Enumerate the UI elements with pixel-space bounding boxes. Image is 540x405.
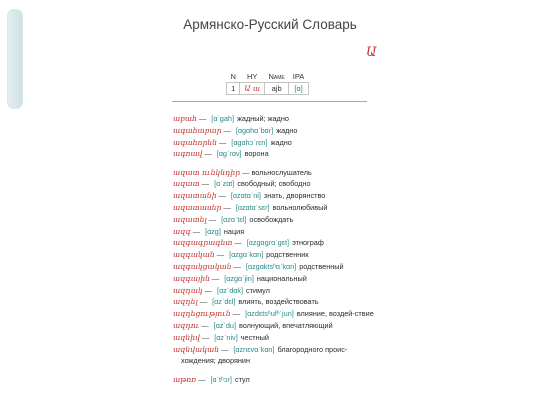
entry-gloss: честный <box>240 332 269 342</box>
list-item <box>173 249 380 261</box>
entry-word[interactable]: ազատել <box>173 214 207 224</box>
header-n: N <box>230 72 236 81</box>
entry-word[interactable]: ազդու <box>173 321 200 331</box>
entry-word[interactable]: ազատանի <box>173 191 217 201</box>
entry-word[interactable]: ազգ <box>173 226 191 236</box>
list-item <box>173 214 380 226</box>
entry-gloss: благородного проис-хождения; дворянин <box>181 344 348 366</box>
entry-word[interactable]: ազդել <box>173 297 198 307</box>
entry-dash: — <box>209 273 222 283</box>
entry-dash: — <box>199 332 212 342</box>
entry-gloss: освобождать <box>249 214 294 224</box>
entry-dash: — <box>231 262 243 272</box>
entry-dash: — <box>219 344 231 354</box>
entry-gloss: этнограф <box>292 238 324 248</box>
section-letter: Ա <box>366 45 377 60</box>
entry-gloss: родственник <box>266 250 309 260</box>
alphabet-table-header <box>227 71 309 83</box>
entry-ipa: [ɑzgɑˈkɑn] <box>229 250 264 260</box>
list-item <box>173 285 380 297</box>
entry-ipa: [ɑzˈniv] <box>214 332 238 342</box>
entry-word[interactable]: ագռավ <box>173 149 203 159</box>
list-item <box>173 226 380 238</box>
list-item <box>173 190 380 202</box>
entry-word[interactable]: ազգակցական <box>173 262 232 272</box>
entry-ipa: [ɑzgɑˈjin] <box>224 273 254 283</box>
entry-dash: — <box>216 137 229 147</box>
entry-ipa: [ɑzg] <box>205 226 221 236</box>
entry-ipa: [ɑznɛvɑˈkɑn] <box>233 344 275 354</box>
entry-gloss: влияние, воздей-ствие <box>296 309 374 319</box>
entry-word[interactable]: ազգական <box>173 250 215 260</box>
alphabet-table <box>226 71 309 95</box>
list-item <box>173 320 380 332</box>
divider <box>172 101 367 102</box>
entry-word[interactable]: ազդակ <box>173 285 203 295</box>
entry-ipa: [ɑgɑhɔˈɾɛn] <box>231 137 268 147</box>
entry-gloss: знать, дворянство <box>263 191 326 201</box>
list-item <box>173 374 380 386</box>
entry-gloss: жадно <box>270 137 292 147</box>
entry-gloss: стул <box>234 374 250 384</box>
entry-word[interactable]: ազնիվ <box>173 332 200 342</box>
entry-gloss: волнующий, впечатляющий <box>238 321 333 331</box>
cell-n: 1 <box>227 83 240 95</box>
entry-ipa: [ɑzdɛtsʰufʰˈjun] <box>245 309 294 319</box>
entry-ipa: [ɑˈzɑt] <box>214 179 235 189</box>
entry-word[interactable]: ազգային <box>173 273 210 283</box>
list-item <box>173 237 380 249</box>
entry-word[interactable]: ազատ <box>173 179 200 189</box>
list-item <box>173 344 380 368</box>
entry-gloss: стимул <box>246 285 270 295</box>
entry-gloss: вольнолюбивый <box>272 203 328 213</box>
alphabet-table-row <box>227 83 309 95</box>
entry-gloss: вольнослушатель <box>251 167 312 177</box>
page-title: Армянско-Русский Словарь <box>183 17 357 32</box>
entry-dash: — <box>202 149 214 159</box>
entry-ipa: [ɑzˈdɑk] <box>217 285 244 295</box>
header-hy: HY <box>247 72 258 81</box>
list-item <box>173 296 380 308</box>
entry-gloss: нация <box>223 226 245 236</box>
entry-word[interactable]: ազգագրագետ <box>173 238 233 248</box>
entry-gloss: жадный; жадно <box>237 114 289 123</box>
list-item <box>173 125 380 137</box>
entry-ipa: [ɑzˈdɛl] <box>212 297 236 307</box>
list-item <box>173 113 380 125</box>
entry-ipa: [ɑzgɑktsʰɑˈkɑn] <box>245 262 297 272</box>
list-item <box>173 308 380 320</box>
header-ipa: IPA <box>292 72 305 81</box>
entry-word[interactable]: ազատասեր <box>173 203 222 213</box>
entry-dash: — <box>202 285 215 295</box>
entry-word[interactable]: ազատ ունկնդիր <box>173 167 241 177</box>
header-name: Name <box>268 72 285 81</box>
cell-hy: Ա ա <box>240 83 265 95</box>
entry-ipa: [ɑzˈdu] <box>213 321 236 331</box>
entry-dash: — <box>196 374 208 384</box>
entry-list <box>165 113 380 386</box>
list-item <box>173 137 380 149</box>
entry-dash: — <box>199 321 211 331</box>
entry-ipa: [ɑˈgah] <box>211 114 235 123</box>
entry-dash: — <box>230 309 243 319</box>
list-item <box>173 332 380 344</box>
entry-ipa: [ɑgˈɾɑv] <box>216 149 242 159</box>
entry-ipa: [ɑzɑtɑˈni] <box>230 191 261 201</box>
entry-ipa: [ɑˈtʰɔɾ] <box>210 374 232 384</box>
entry-dash: — <box>216 191 228 201</box>
entry-dash: — <box>199 179 212 189</box>
list-item <box>173 273 380 285</box>
entry-dash: — <box>197 297 210 307</box>
list-item <box>173 178 380 190</box>
entry-ipa: [ɑgɑhɑˈbɑɾ] <box>235 125 274 135</box>
entry-word[interactable]: ազնվական <box>173 344 220 354</box>
list-item <box>173 202 380 214</box>
entry-dash: — <box>214 250 227 260</box>
entry-word[interactable]: աբահ <box>173 114 197 123</box>
entry-ipa: [ɑzɑˈtɛl] <box>221 214 247 224</box>
entry-word[interactable]: ագահորեն <box>173 137 217 147</box>
list-item <box>173 261 380 273</box>
entry-dash: — <box>232 238 244 248</box>
entry-dash: — <box>196 114 209 123</box>
entry-ipa: [ɑzgɑgɾɑˈgɛt] <box>246 238 290 248</box>
entry-gloss: жадно <box>276 125 298 135</box>
entry-dash: — <box>221 203 233 213</box>
entry-gloss: влиять, воздействовать <box>238 297 319 307</box>
entry-dash: — <box>221 125 233 135</box>
entry-gloss: свободный; свободно <box>237 179 311 189</box>
entry-ipa: [ɑzɑtɑˈsɛɾ] <box>235 203 270 213</box>
entry-dash: — <box>206 214 219 224</box>
entry-gloss: родственный <box>299 262 344 272</box>
entry-gloss: ворона <box>244 149 269 159</box>
cell-name: ajb <box>265 83 289 95</box>
entry-word[interactable]: ազդեցություն <box>173 309 231 319</box>
list-item <box>173 167 380 179</box>
entry-word[interactable]: աթոռ <box>173 374 197 384</box>
entry-dash: — <box>240 167 252 177</box>
list-item <box>173 148 380 160</box>
entry-word[interactable]: ագահաբար <box>173 125 222 135</box>
entry-dash: — <box>190 226 203 236</box>
cell-ipa: [ɑ] <box>289 83 309 95</box>
entry-gloss: национальный <box>256 273 307 283</box>
